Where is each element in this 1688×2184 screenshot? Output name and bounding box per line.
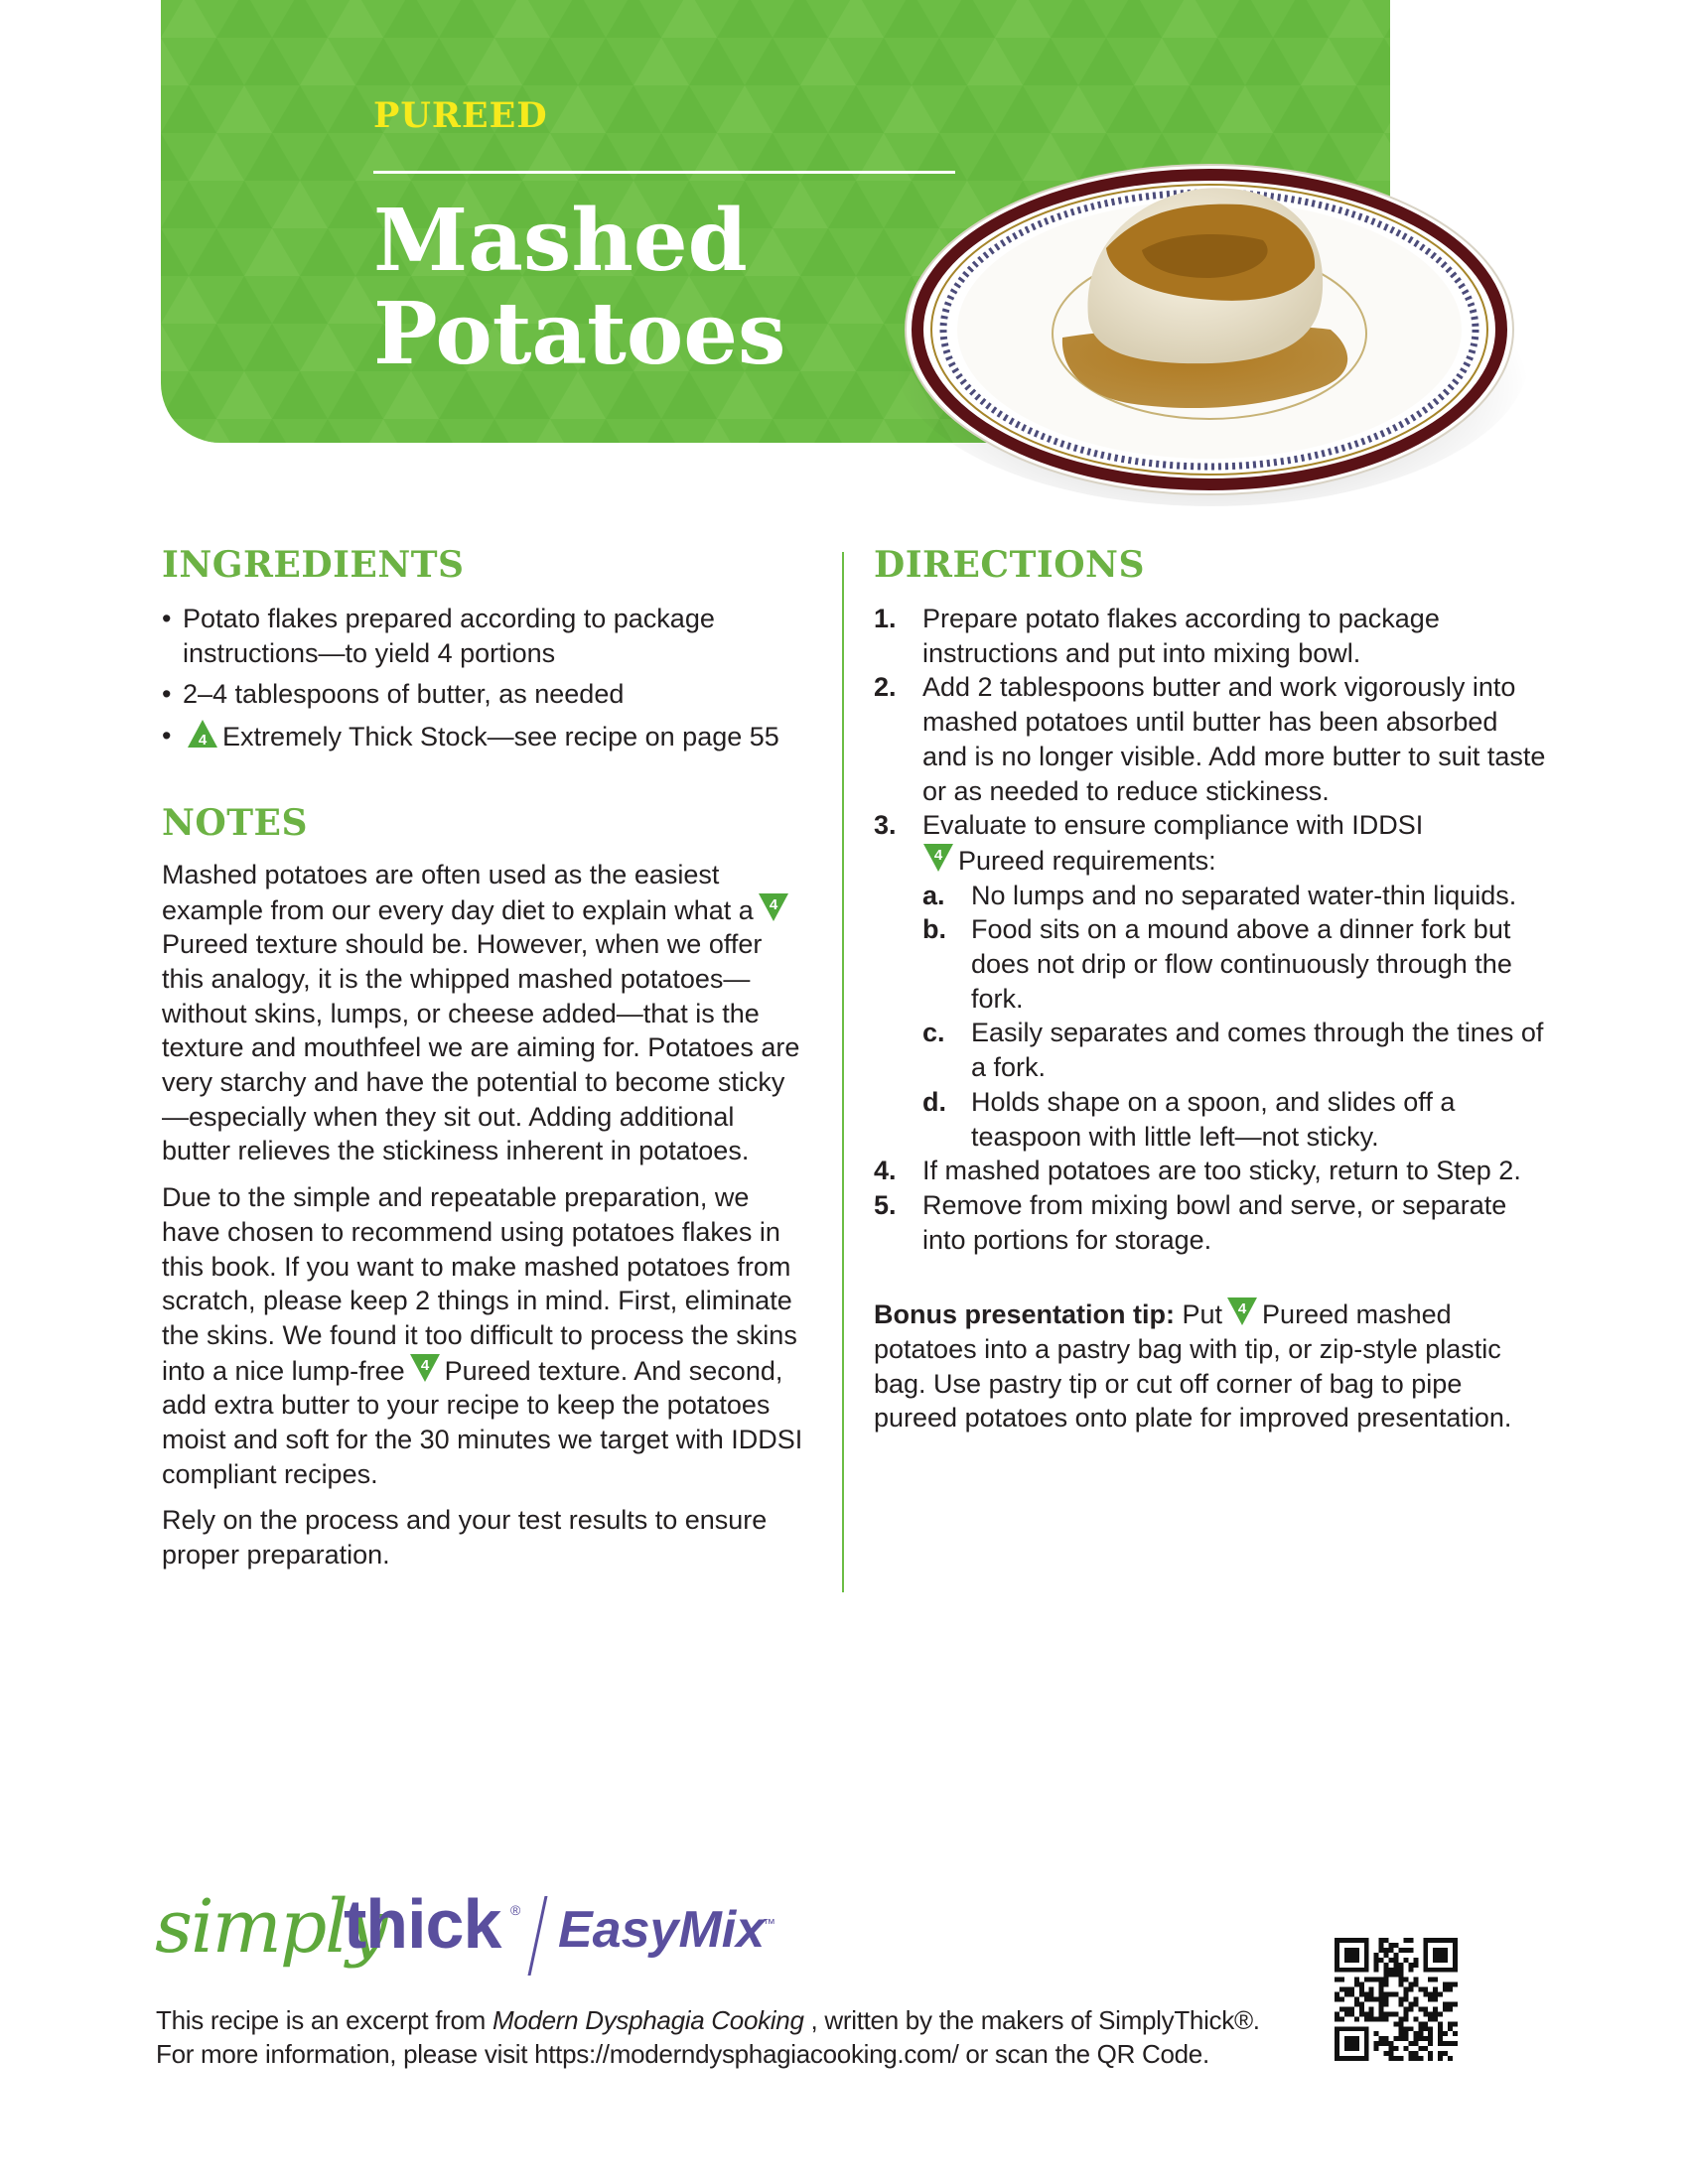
ingredients-list [162, 602, 807, 754]
directions-list [874, 602, 1549, 1257]
sub-step: c. Easily separates and comes through the tines of a fork. [922, 1018, 1544, 1083]
direction-step: 1. Prepare potato flakes according to package instructions and put into mixing bowl. [874, 604, 1440, 668]
presentation-tip: Bonus presentation tip: Put 4 Pureed mashed potatoes into a pastry bag with tip, or zip-style plastic bag. Use pastry tip or cut off corner of bag to pipe pureed potatoes onto plate for improved presentation. [874, 1297, 1549, 1435]
title-line-1: Mashed [373, 191, 748, 291]
column-divider [842, 552, 844, 1592]
footer-text [156, 2003, 1347, 2071]
simplythick-easymix-logo: simply thick ® EasyMix ™ [155, 1884, 830, 1993]
iddsi-level-4-up-icon [187, 719, 218, 749]
sub-step: a. No lumps and no separated water-thin liquids. [922, 880, 1517, 910]
ingredients-heading: INGREDIENTS [162, 544, 465, 586]
right-column [874, 544, 1549, 1435]
notes-paragraph-2: Due to the simple and repeatable preparation, we have chosen to recommend using potatoes flakes in this book. If you want to make mashed potatoes from scratch, please keep 2 things in mind. First, eliminate the skins. We found it too difficult to process the skins into a nice lump-free 4 Pureed texture. And second, add extra butter to your recipe to keep the potatoes moist and soft for the 30 minutes we target with IDDSI compliant recipes. [162, 1182, 803, 1489]
svg-text:4: 4 [769, 895, 777, 913]
iddsi-level-4-down-icon [922, 843, 954, 873]
iddsi-level-4-down-icon [758, 892, 789, 922]
direction-step: 2. Add 2 tablespoons butter and work vigorously into mashed potatoes until butter has been absorbed and is no longer visible. Add more butter to suit taste or as needed to reduce stickiness. [874, 672, 1546, 806]
title-rule [373, 171, 955, 174]
notes-paragraph-3: Rely on the process and your test results to ensure proper preparation. [162, 1505, 768, 1570]
notes-body [162, 858, 807, 1572]
svg-text:4: • 4 [198, 732, 208, 750]
page-title [373, 191, 969, 384]
svg-text:4: 4 [420, 1356, 429, 1374]
direction-step: 5. Remove from mixing bowl and serve, or separate into portions for storage. [874, 1189, 1507, 1255]
sub-step: b. Food sits on a mound above a dinner fork but does not drip or flow continuously through the fork. [922, 914, 1512, 1014]
sub-step: d. Holds shape on a spoon, and slides off a teaspoon with little left—not sticky. [922, 1086, 1456, 1152]
iddsi-level-4-down-icon [409, 1353, 441, 1383]
notes-heading: NOTES [162, 801, 308, 844]
list-item: • 4 Extremely Thick Stock—see recipe on page 55 [162, 719, 807, 754]
direction-step: 3. Evaluate to ensure compliance with IDDSI 4 Pureed requirements: a. No lumps and no separated water-thin liquids. b. Food sits on a mound above a dinner fork but does not drip or flow continuously through the fork. c. Easily separates and comes through the tines of a fork. d. Holds shape on a spoon, and slides off a teaspoon with little left—not sticky. [874, 808, 1549, 1154]
sub-steps [922, 879, 1549, 1155]
list-item: • Potato flakes prepared according to package instructions—to yield 4 portions [162, 602, 807, 670]
notes-paragraph-1: Mashed potatoes are often used as the easiest example from our every day diet to explain what a 4 Pureed texture should be. However, when we offer this analogy, it is the whipped mashed potatoes—without skins, lumps, or cheese added—that is the texture and mouthfeel we are aiming for. Potatoes are very starchy and have the potential to become sticky—especially when they sit out. Adding additional butter relieves the stickiness inherent in potatoes. [162, 859, 800, 1166]
iddsi-level-4-down-icon [1226, 1297, 1258, 1326]
svg-text:4: 4 [933, 846, 943, 864]
title-line-2: Potatoes [373, 284, 786, 384]
svg-text:4: 4 [1237, 1300, 1247, 1318]
qr-code-icon[interactable] [1335, 1938, 1458, 2061]
direction-step: 4. If mashed potatoes are too sticky, return to Step 2. [874, 1156, 1521, 1186]
plate-image [894, 129, 1529, 506]
category-label: PUREED [373, 95, 548, 136]
directions-heading: DIRECTIONS [874, 544, 1145, 586]
left-column [162, 544, 807, 1572]
footer-line-1: This recipe is an excerpt from Modern Dysphagia Cooking , written by the makers of SimplyThick®. [156, 2005, 1260, 2035]
list-item: • 2–4 tablespoons of butter, as needed [162, 677, 807, 712]
footer-line-2: For more information, please visit https://moderndysphagiacooking.com/ or scan the QR Code. [156, 2039, 1209, 2069]
